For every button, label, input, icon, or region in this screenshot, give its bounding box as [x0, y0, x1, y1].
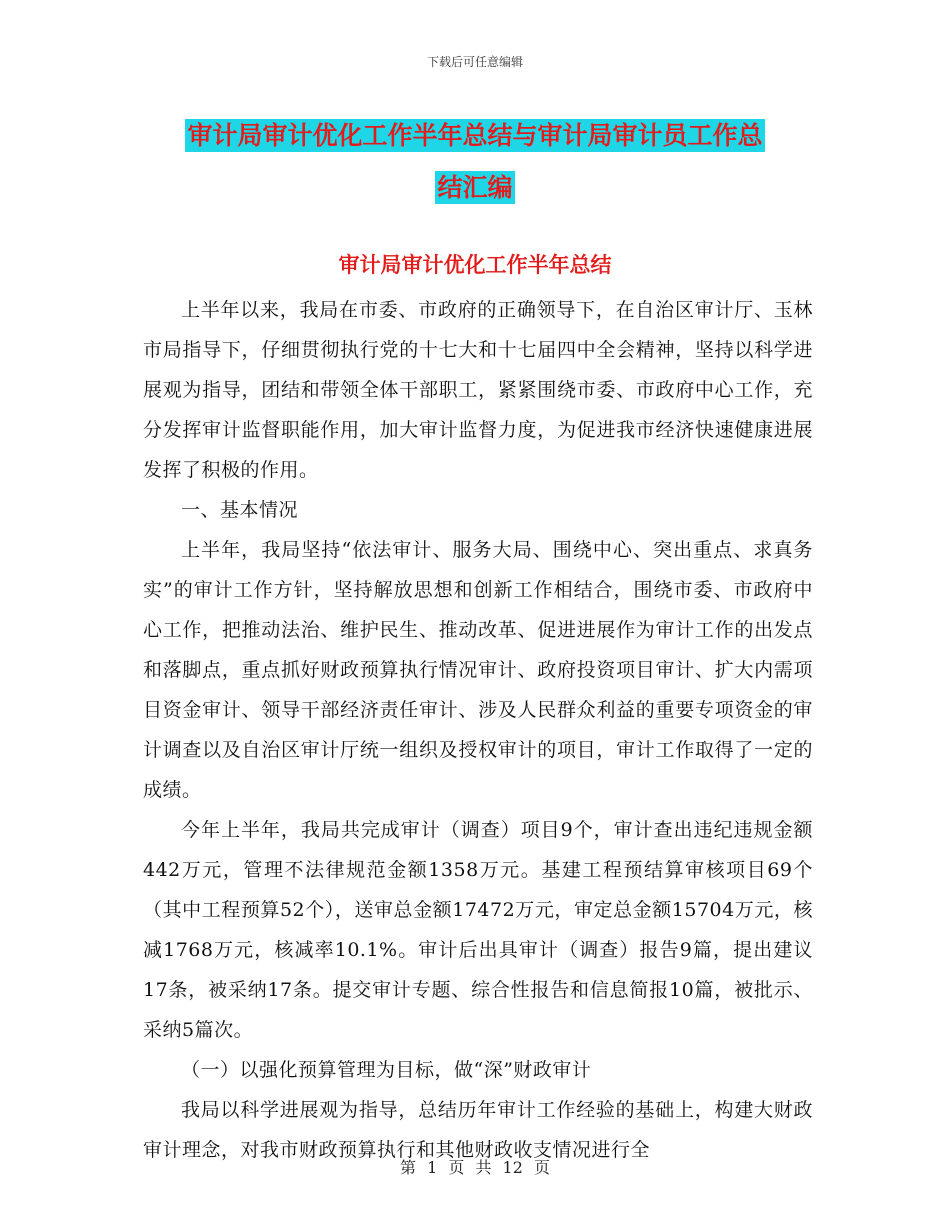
document-title-line-2: 结汇编: [437, 173, 513, 202]
header-note: 下载后可任意编辑: [426, 55, 523, 69]
section-title: 审计局审计优化工作半年总结: [338, 253, 612, 277]
paragraph: 上半年，我局坚持“依法审计、服务大局、围绕中心、突出重点、求真务实”的审计工作方针，坚持解放思想和创新工作相结合，围绕市委、市政府中心工作，把推动法治、维护民生、推动改革、促进进展作为审计工作的出发点和落脚点，重点抓好财政预算执行情况审计、政府投资项目审计、扩大内需项目资金审计、领导干部经济责任审计、涉及人民群众利益的重要专项资金的审计调查以及自治区审计厅统一组织及授权审计的项目，审计工作取得了一定的成绩。: [143, 539, 813, 801]
paragraph: 上半年以来，我局在市委、市政府的正确领导下，在自治区审计厅、玉林市局指导下，仔细贯彻执行党的十七大和十七届四中全会精神，坚持以科学进展观为指导，团结和带领全体干部职工，紧紧围绕市委、市政府中心工作，充分发挥审计监督职能作用，加大审计监督力度，为促进我市经济快速健康进展发挥了积极的作用。: [143, 299, 813, 481]
document-body: [143, 290, 813, 1170]
subheading: （一）以强化预算管理为目标，做“深”财政审计: [181, 1059, 592, 1081]
subheading: 一、基本情况: [181, 499, 299, 521]
document-title-line-1: 审计局审计优化工作半年总结与审计局审计员工作总: [187, 121, 763, 150]
paragraph: 今年上半年，我局共完成审计（调查）项目9个，审计查出违纪违规金额442万元，管理不法律规范金额1358万元。基建工程预结算审核项目69个（其中工程预算52个），送审总金额17472万元，审定总金额15704万元，核减1768万元，核减率10.1%。审计后出具审计（调查）报告9篇，提出建议17条，被采纳17条。提交审计专题、综合性报告和信息简报10篇，被批示、采纳5篇次。: [143, 819, 813, 1041]
page-footer: 第 1 页 共 12 页: [400, 1158, 550, 1177]
document-title: [140, 110, 810, 214]
paragraph: 我局以科学进展观为指导，总结历年审计工作经验的基础上，构建大财政审计理念，对我市财政预算执行和其他财政收支情况进行全: [143, 1099, 813, 1161]
